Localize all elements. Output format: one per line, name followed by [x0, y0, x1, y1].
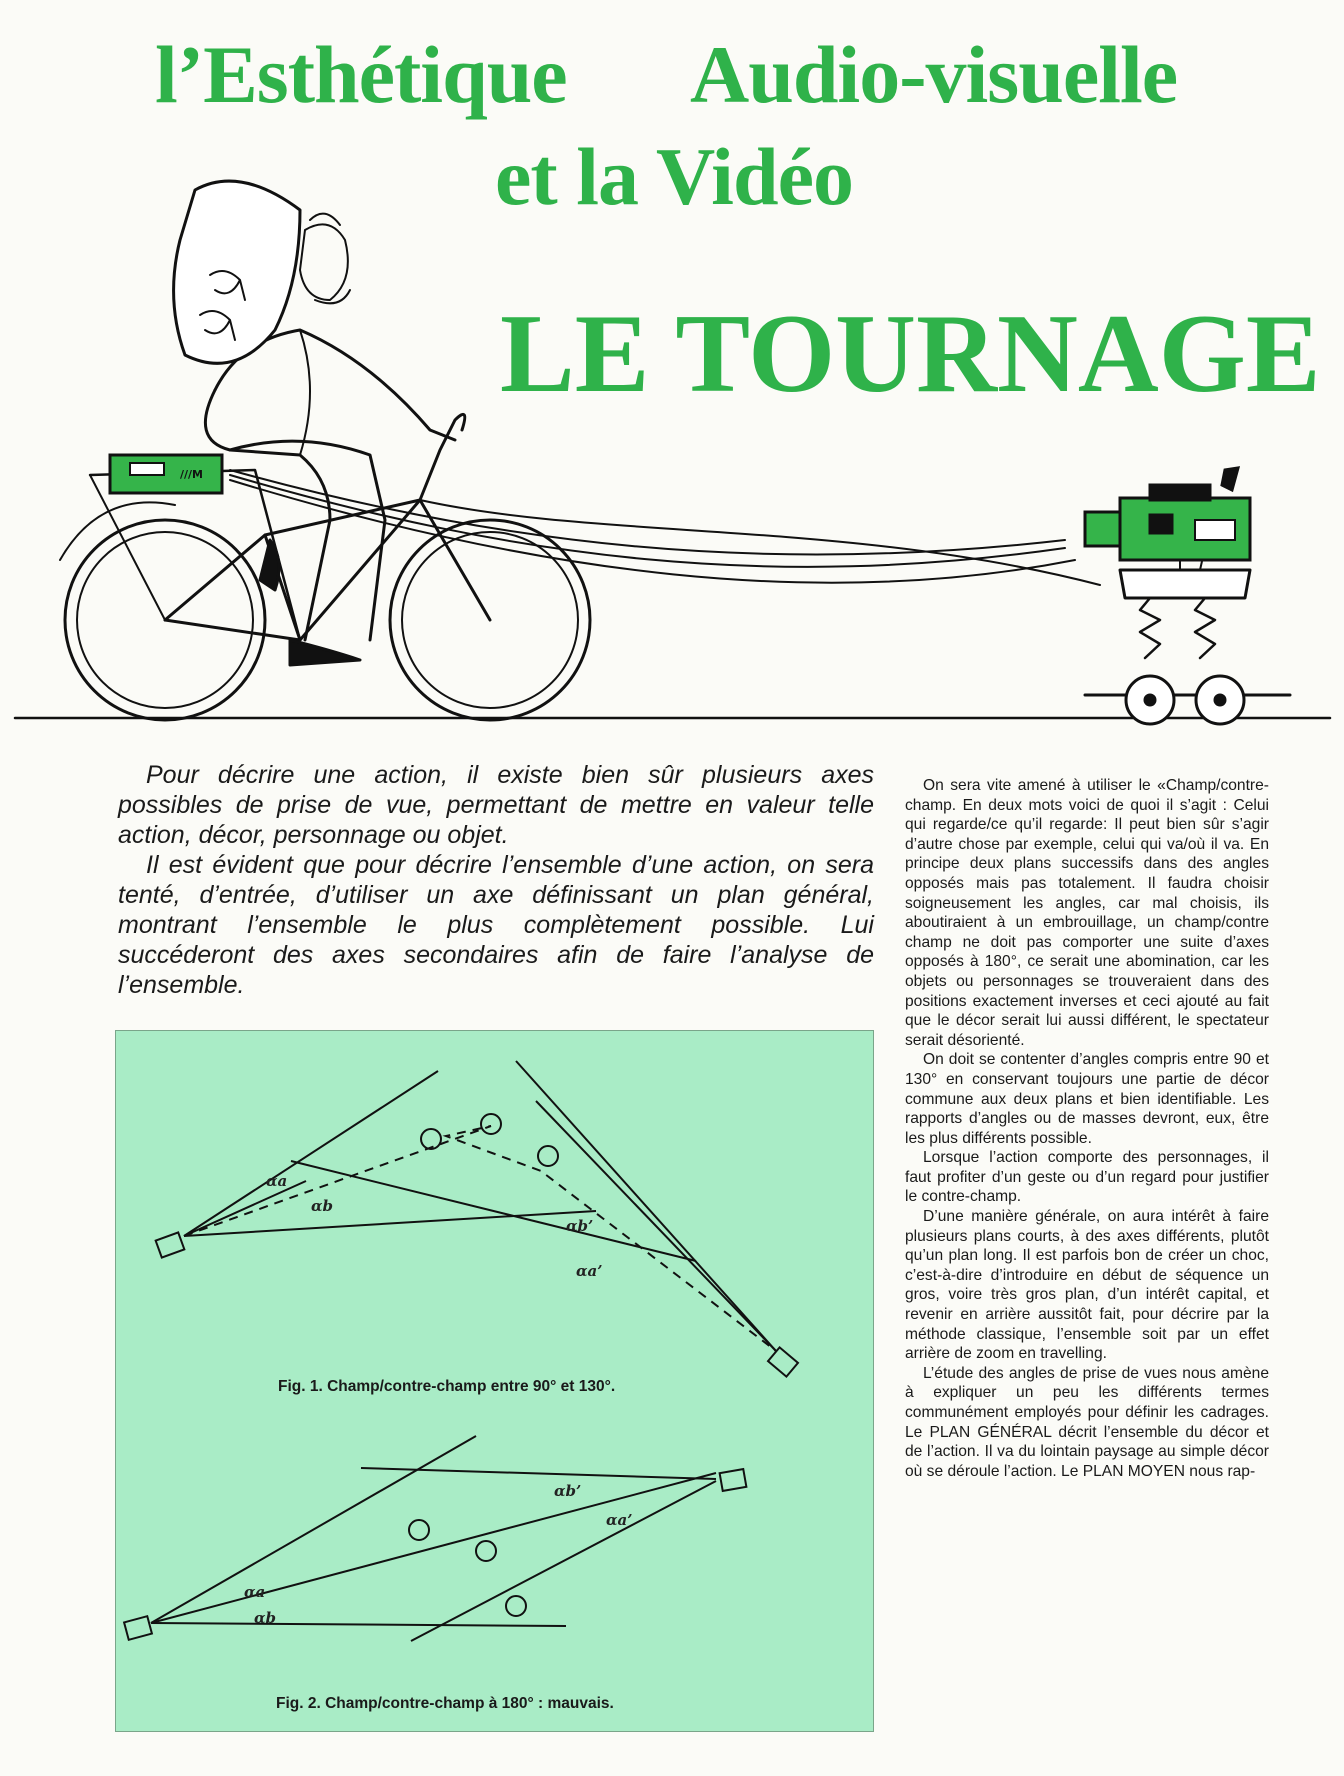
fig2-label: αb — [254, 1609, 277, 1627]
headline: LE TOURNAGE — [500, 292, 1321, 416]
fig1-dashed-path — [184, 1126, 776, 1351]
fig2-label: αa’ — [606, 1511, 633, 1529]
fig2-axis-line — [361, 1468, 716, 1479]
fig1-camera-a — [156, 1232, 185, 1257]
cyclist-illustration — [0, 0, 1344, 740]
camera-on-dolly — [1085, 468, 1250, 560]
title-part-1: l’Esthétique — [155, 29, 567, 120]
fig2-subject — [506, 1596, 526, 1616]
intro-text — [118, 760, 874, 1000]
recorder-label: ///M — [180, 468, 203, 481]
article-paragraph: Lorsque l’action comporte des personnages, il faut profiter d’un geste ou d’un regard pour justifier le contre-champ. — [905, 1149, 1269, 1206]
intro-paragraph: Pour décrire une action, il existe bien sûr plusieurs axes possibles de prise de vue, permettant de mettre en valeur telle action, décor, personnage ou objet. — [118, 761, 874, 849]
article-paragraph: On sera vite amené à utiliser le «Champ/contre-champ. En deux mots voici de quoi il s’agit : Celui qui regarde/ce qu’il regarde: Il peut bien sûr s’agir d’autre chose par exemple, celui qui va/où il va. En principe deux plans successifs dans des angles opposés mais pas totalement. Il faudra choisir soigneusement les angles, car mal choisis, ils aboutiraient à un embrouillage, un champ/contre champ ne doit pas comporter une suite d’axes opposés à 180°, ce serait une abomination, car les objets ou personnages se trouveraient dans des positions exactement inverses et ceci ajouté au fait que le décor serait lui aussi différent, le spectateur serait désorienté. — [905, 777, 1269, 1049]
fig2-caption: Fig. 2. Champ/contre-champ à 180° : mauvais. — [276, 1695, 614, 1712]
article-paragraph: L’étude des angles de prise de vues nous amène à expliquer un peu les différents termes communément employés pour définir les cadrages. Le PLAN GÉNÉRAL décrit l’ensemble du décor et de l’action. Il va du lointain paysage au simple décor où se déroule l’action. Le PLAN MOYEN nous rap- — [905, 1364, 1269, 1480]
fig1-label: αb — [311, 1197, 334, 1215]
fig1-caption: Fig. 1. Champ/contre-champ entre 90° et 130°. — [278, 1378, 616, 1395]
recorder-box — [110, 455, 222, 493]
fig1-camera-b — [768, 1347, 798, 1376]
intro-paragraph: Il est évident que pour décrire l’ensemble d’une action, on sera tenté, d’entrée, d’utiliser un axe définissant un plan général, montrant l’ensemble le plus complètement possible. Lui succéderont des axes secondaires afin de faire l’analyse de l’ensemble. — [118, 851, 874, 999]
fig2-camera-a — [124, 1616, 152, 1640]
article-paragraph: D’une manière générale, on aura intérêt à faire plusieurs plans courts, à des axes différents, plutôt qu’un plan long. Il est parfois bon de créer un choc, c’est-à-dire d’introduire en début de séquence un gros, voire très gros plan, d’un intérêt capital, et revenir en arrière aussitôt fait, pour décrire par la méthode classique, l’ensemble soit par un effet arrière de zoom en travelling. — [905, 1208, 1269, 1363]
article-column — [905, 776, 1269, 1481]
fig1-subject — [421, 1129, 441, 1149]
fig1-subject — [481, 1114, 501, 1134]
fig2-axis-line — [411, 1481, 716, 1641]
fig1-label: αb’ — [566, 1217, 594, 1235]
fig2-diagram — [124, 1436, 746, 1641]
title-part-2: Audio-visuelle — [690, 29, 1178, 120]
fig2-subject — [476, 1541, 496, 1561]
fig1-label: αa’ — [576, 1262, 603, 1280]
title-line-2: et la Vidéo — [495, 131, 853, 222]
fig1-label: αa — [266, 1172, 288, 1190]
fig1-axis-line — [516, 1061, 776, 1351]
figure-box — [115, 1030, 874, 1732]
fig2-axis-line — [151, 1623, 566, 1626]
fig2-subject — [409, 1520, 429, 1540]
fig1-subject — [538, 1146, 558, 1166]
article-paragraph: On doit se contenter d’angles compris entre 90 et 130° en conservant toujours une partie de décor commune aux deux plans et bien identifiable. Les rapports d’angles ou de masses devront, eux, être les plus différents possible. — [905, 1051, 1269, 1147]
fig1-diagram — [156, 1061, 798, 1377]
fig2-camera-b — [720, 1469, 747, 1491]
fig2-axis-line — [151, 1473, 716, 1623]
fig2-label: αa — [244, 1583, 266, 1601]
fig2-label: αb’ — [554, 1482, 582, 1500]
fig2-axis-line — [151, 1436, 476, 1623]
fig1-axis-line — [184, 1181, 306, 1236]
